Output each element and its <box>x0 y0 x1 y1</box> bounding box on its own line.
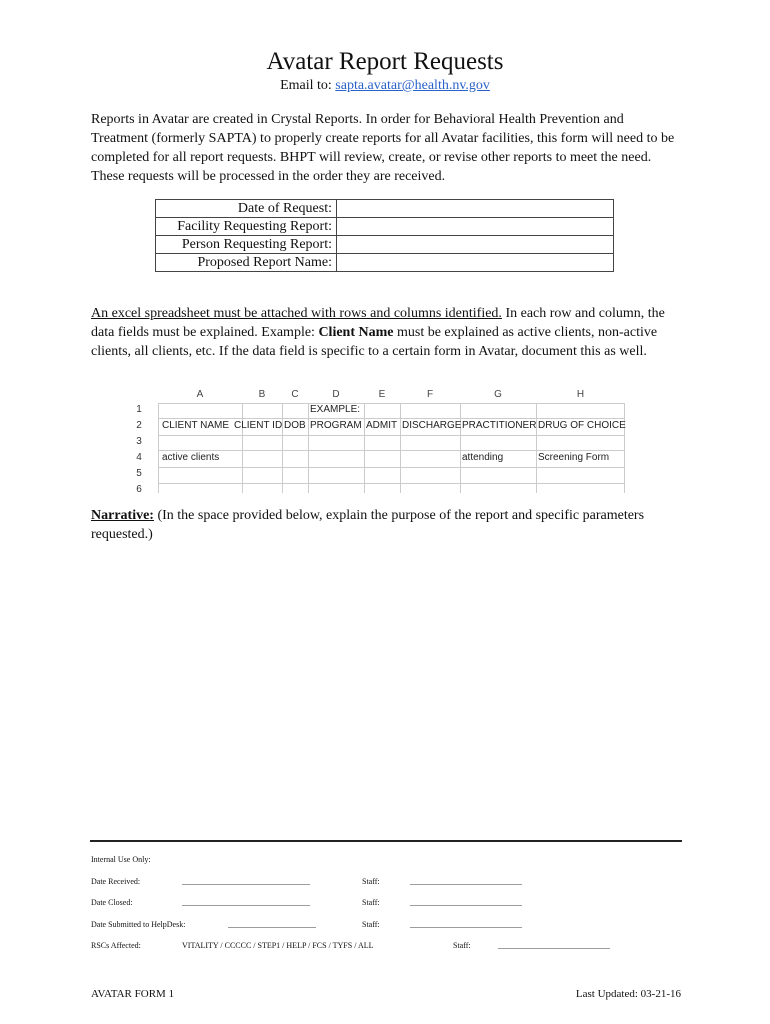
cell-active-clients: active clients <box>162 452 220 463</box>
rscs-options[interactable]: VITALITY / CCCCC / STEP1 / HELP / FCS / TYFS / ALL <box>182 941 374 950</box>
grid-line <box>282 403 283 493</box>
staff-label: Staff: <box>453 941 471 950</box>
table-row <box>156 218 614 236</box>
header-cell-dob: DOB <box>284 420 306 431</box>
excel-text-2: must be explained as active clients, non-active clients, all clients, etc. If the data field is specific to a certain form in Avatar, document this as well. <box>91 325 658 359</box>
header-cell-drug-of-choice: DRUG OF CHOICE <box>538 420 626 431</box>
excel-instructions <box>91 304 681 361</box>
header-cell-client-id: CLIENT ID <box>234 420 283 431</box>
header-cell-program: PROGRAM <box>310 420 362 431</box>
row-header-5: 5 <box>136 468 142 479</box>
example-label-cell: EXAMPLE: <box>310 404 361 415</box>
footer-last-updated: Last Updated: 03-21-16 <box>575 988 681 1000</box>
date-of-request-label: Date of Request: <box>156 200 337 218</box>
header-cell-discharge: DISCHARGE <box>402 420 462 431</box>
date-closed-label: Date Closed: <box>91 898 133 907</box>
staff-blank[interactable]: ____________________________ <box>410 877 522 886</box>
col-header-c: C <box>291 389 299 400</box>
date-received-label: Date Received: <box>91 877 141 886</box>
grid-line <box>158 403 625 404</box>
grid-line <box>158 467 625 468</box>
rscs-affected-label: RSCs Affected: <box>91 941 141 950</box>
header-cell-practitioner: PRACTITIONER <box>462 420 537 431</box>
staff-label: Staff: <box>362 877 380 886</box>
staff-label: Staff: <box>362 920 380 929</box>
intro-paragraph: Reports in Avatar are created in Crystal Reports. In order for Behavioral Health Prevention and Treatment (formerly SAPTA) to properly create reports for all Avatar facilities, this form will need to be completed for all report requests. BHPT will review, create, or revise other reports to meet the need. These requests will be processed in the order they are received. <box>91 112 675 184</box>
page-title: Avatar Report Requests <box>266 48 504 75</box>
excel-text-1: In each row and column, the data fields must be explained. Example: <box>91 306 665 340</box>
narrative-section <box>91 506 681 544</box>
row-header-6: 6 <box>136 484 142 495</box>
narrative-instructions: (In the space provided below, explain the purpose of the report and specific parameters requested.) <box>91 508 645 542</box>
grid-line <box>536 403 537 493</box>
grid-line <box>158 435 625 436</box>
staff-blank[interactable]: ____________________________ <box>498 941 610 950</box>
person-requesting-field[interactable] <box>337 236 614 254</box>
col-header-f: F <box>426 389 434 400</box>
col-header-e: E <box>378 389 386 400</box>
table-row <box>156 200 614 218</box>
staff-blank[interactable]: ____________________________ <box>410 898 522 907</box>
proposed-report-name-label: Proposed Report Name: <box>156 254 337 272</box>
row-header-2: 2 <box>136 420 142 431</box>
row-header-4: 4 <box>136 452 142 463</box>
col-header-h: H <box>576 389 585 400</box>
row-header-1: 1 <box>136 404 142 415</box>
facility-requesting-label: Facility Requesting Report: <box>156 218 337 236</box>
date-closed-blank[interactable]: ________________________________ <box>182 898 310 907</box>
grid-line <box>158 418 625 419</box>
grid-line <box>158 483 625 484</box>
header-cell-admit: ADMIT <box>366 420 398 431</box>
staff-blank[interactable]: ____________________________ <box>410 920 522 929</box>
col-header-b: B <box>258 389 266 400</box>
narrative-label: Narrative: <box>91 508 154 523</box>
table-row <box>156 236 614 254</box>
excel-example-image <box>120 387 625 493</box>
cell-screening-form: Screening Form <box>538 452 610 463</box>
staff-label: Staff: <box>362 898 380 907</box>
row-header-3: 3 <box>136 436 142 447</box>
cell-attending: attending <box>462 452 504 463</box>
proposed-report-name-field[interactable] <box>337 254 614 272</box>
grid-line <box>460 403 461 493</box>
email-line <box>0 78 770 94</box>
date-submitted-label: Date Submitted to HelpDesk: <box>91 920 186 929</box>
excel-requirement: An excel spreadsheet must be attached with rows and columns identified. <box>91 306 502 321</box>
date-submitted-blank[interactable]: ______________________ <box>228 920 316 929</box>
grid-line <box>242 403 243 493</box>
grid-line <box>308 403 309 493</box>
grid-line <box>364 403 365 493</box>
request-info-table <box>155 199 614 272</box>
person-requesting-label: Person Requesting Report: <box>156 236 337 254</box>
footer-form-name: AVATAR FORM 1 <box>91 988 175 1000</box>
grid-line <box>158 403 159 493</box>
divider <box>90 840 682 842</box>
col-header-a: A <box>196 389 204 400</box>
grid-line <box>158 450 625 451</box>
table-row <box>156 254 614 272</box>
grid-line <box>400 403 401 493</box>
date-received-blank[interactable]: ________________________________ <box>182 877 310 886</box>
grid-line <box>624 403 625 493</box>
header-cell-client-name: CLIENT NAME <box>162 420 230 431</box>
email-prefix: Email to: <box>280 78 336 93</box>
col-header-d: D <box>332 389 340 400</box>
col-header-g: G <box>494 389 502 400</box>
facility-requesting-field[interactable] <box>337 218 614 236</box>
email-link[interactable]: sapta.avatar@health.nv.gov <box>335 78 490 93</box>
date-of-request-field[interactable] <box>337 200 614 218</box>
excel-bold-term: Client Name <box>318 325 394 340</box>
internal-use-title: Internal Use Only: <box>91 855 151 864</box>
